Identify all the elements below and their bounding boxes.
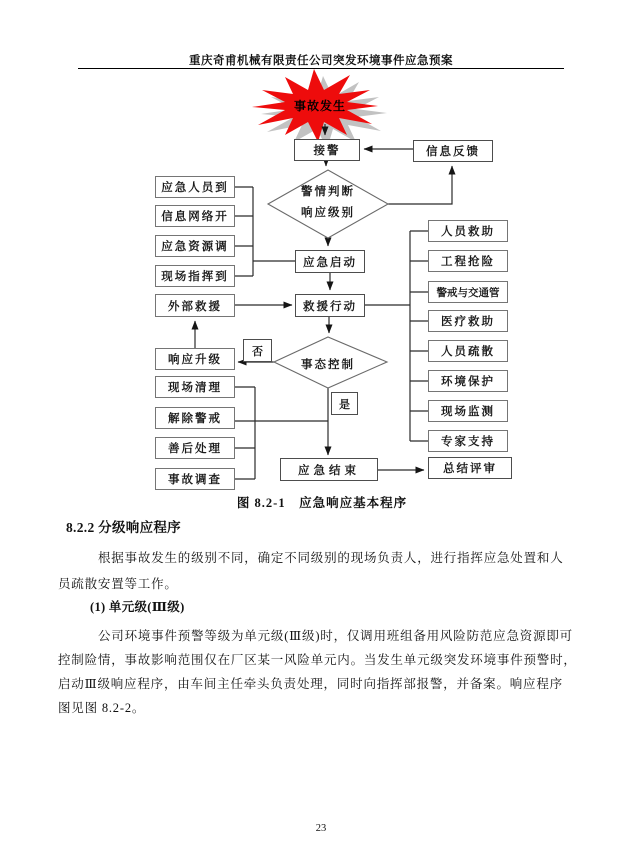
- node-rescue-action: 救援行动: [295, 294, 365, 317]
- label-no: 否: [243, 339, 272, 362]
- node-situation-control: 事态控制: [301, 359, 355, 371]
- node-accident-occurs: 事故发生: [293, 99, 346, 113]
- paragraph-2-line-1: 公司环境事件预警等级为单元级(Ⅲ级)时，仅调用班组备用风险防范应急资源即可: [98, 629, 573, 643]
- node-site-cleanup: 现场清理: [155, 376, 235, 398]
- node-lift-alert: 解除警戒: [155, 407, 235, 429]
- node-response-upgrade: 响应升级: [155, 348, 235, 370]
- page-header-title: 重庆奇甫机械有限责任公司突发环境事件应急预案: [189, 55, 453, 67]
- paragraph-2-line-4: 图见图 8.2-2。: [58, 701, 146, 715]
- paragraph-1-line-1: 根据事故发生的级别不同，确定不同级别的现场负责人，进行指挥应急处置和人: [98, 551, 564, 565]
- node-medical-aid: 医疗救助: [428, 310, 508, 332]
- node-alert-traffic-control: 警戒与交通管: [428, 281, 508, 303]
- node-personnel-rescue: 人员救助: [428, 220, 508, 242]
- node-info-network: 信息网络开: [155, 205, 235, 227]
- paragraph-1-line-2: 员疏散安置等工作。: [58, 577, 178, 591]
- node-judge-response-level: [288, 182, 368, 224]
- node-expert-support: 专家支持: [428, 430, 508, 452]
- node-engineering-rescue: 工程抢险: [428, 250, 508, 272]
- node-accident-investigation: 事故调查: [155, 468, 235, 490]
- label-yes: 是: [331, 392, 358, 415]
- judge-line-1: 警情判断: [301, 186, 355, 198]
- node-aftermath-handling: 善后处理: [155, 437, 235, 459]
- node-emergency-end: 应急结束: [280, 458, 378, 481]
- judge-line-2: 响应级别: [301, 207, 355, 219]
- arrow-judge-to-feedback: [388, 166, 452, 204]
- bracket-right-column: [365, 231, 428, 441]
- node-receive-alarm: 接警: [294, 139, 360, 161]
- node-environment-protection: 环境保护: [428, 370, 508, 392]
- node-summary-review: 总结评审: [428, 457, 512, 479]
- node-emergency-personnel: 应急人员到: [155, 176, 235, 198]
- paragraph-2-line-3: 启动Ⅲ级响应程序，由车间主任牵头负责处理，同时向指挥部报警，并备案。响应程序: [58, 677, 563, 691]
- node-site-monitoring: 现场监测: [428, 400, 508, 422]
- node-site-command: 现场指挥到: [155, 265, 235, 287]
- node-personnel-evacuation: 人员疏散: [428, 340, 508, 362]
- node-emergency-resources: 应急资源调: [155, 235, 235, 257]
- list-item-heading: (1) 单元级(Ⅲ级): [90, 600, 185, 614]
- node-external-rescue: 外部救援: [155, 294, 235, 317]
- section-heading: 8.2.2 分级响应程序: [66, 520, 181, 535]
- paragraph-2-line-2: 控制险情，事故影响范围仅在厂区某一风险单元内。当发生单元级突发环境事件预警时，: [58, 653, 577, 667]
- node-emergency-start: 应急启动: [295, 250, 365, 273]
- node-info-feedback: 信息反馈: [413, 140, 493, 162]
- figure-caption: 图 8.2-1 应急响应基本程序: [236, 496, 408, 510]
- page-number: 23: [315, 823, 327, 834]
